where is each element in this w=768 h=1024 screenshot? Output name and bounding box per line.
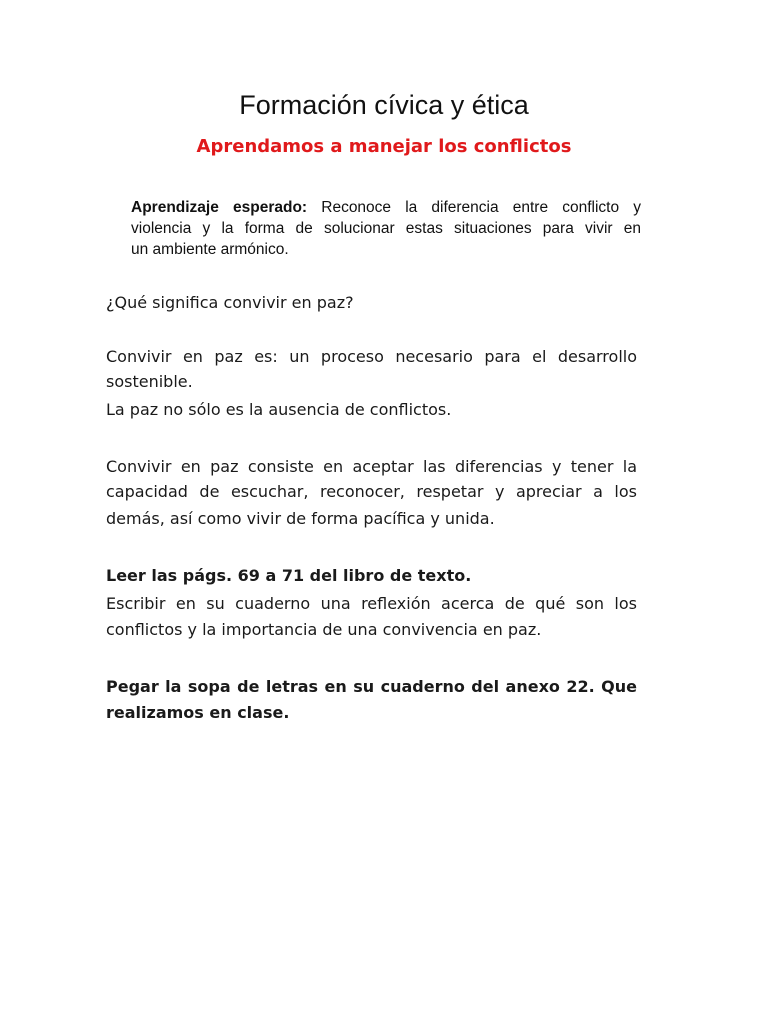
paragraph-2-line-3: demás, así como vivir de forma pacífica y unida. xyxy=(106,509,495,528)
paragraph-2-line-2: capacidad de escuchar, reconocer, respetar y apreciar a los xyxy=(106,482,637,501)
objective-label: Aprendizaje esperado: xyxy=(131,199,308,216)
paragraph-3-line-2: conflictos y la importancia de una convivencia en paz. xyxy=(106,620,542,639)
paragraph-2-line-1: Convivir en paz consiste en aceptar las diferencias y tener la xyxy=(106,457,637,476)
instruction-paste-line-1: Pegar la sopa de letras en su cuaderno del anexo 22. Que xyxy=(106,677,637,696)
instruction-paste-line-2: realizamos en clase. xyxy=(106,703,290,722)
learning-objective xyxy=(131,197,641,260)
question-heading: ¿Qué significa convivir en paz? xyxy=(106,293,354,312)
paragraph-3-line-1: Escribir en su cuaderno una reflexión acerca de qué son los xyxy=(106,594,637,613)
objective-line-1 xyxy=(131,197,641,218)
instruction-read-pages: Leer las págs. 69 a 71 del libro de texto. xyxy=(106,566,472,585)
paragraph-1-line-2: sostenible. xyxy=(106,372,193,391)
objective-text-1: Reconoce la diferencia entre conflicto y xyxy=(321,199,641,216)
paragraph-1-line-1: Convivir en paz es: un proceso necesario para el desarrollo xyxy=(106,347,637,366)
objective-line-2: violencia y la forma de solucionar estas situaciones para vivir en xyxy=(131,220,641,237)
page-title: Formación cívica y ética xyxy=(239,90,529,120)
paragraph-1-line-3: La paz no sólo es la ausencia de conflictos. xyxy=(106,400,452,419)
objective-line-3: un ambiente armónico. xyxy=(131,241,289,258)
page-subtitle: Aprendamos a manejar los conflictos xyxy=(196,136,572,157)
